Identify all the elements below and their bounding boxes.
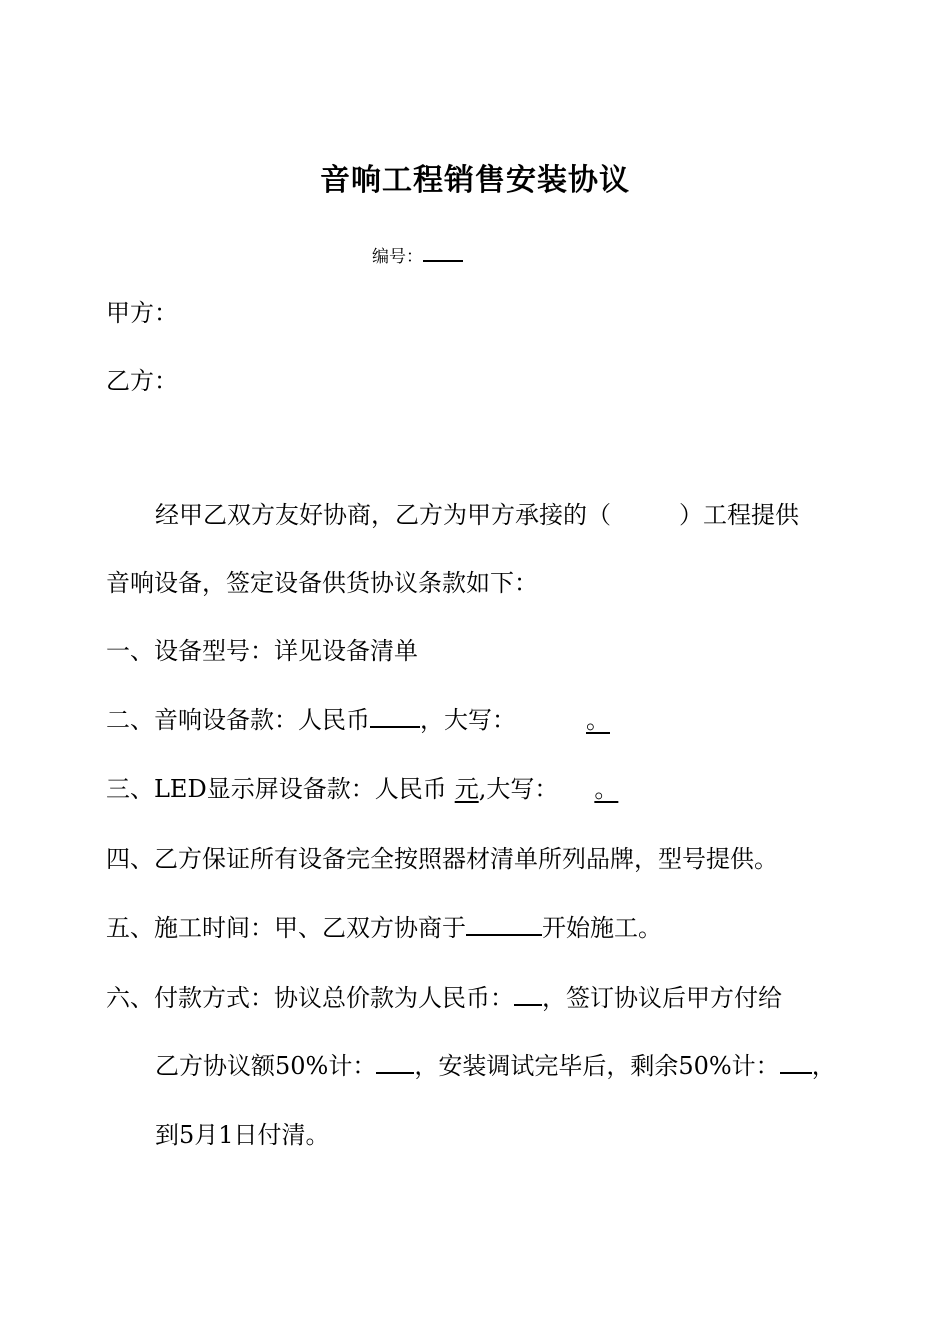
audio-capital-blank: 。 (586, 706, 610, 734)
led-amount-unit: 元 (454, 775, 479, 803)
start-date-blank (466, 912, 542, 936)
remaining-payment-label: ，安装调试完毕后，剩余50%计： (414, 1052, 780, 1080)
party-b-line: 乙方： (106, 367, 178, 395)
audio-amount-blank (370, 704, 420, 728)
clause-3-label: 三、LED显示屏设备款：人民币 (106, 775, 447, 803)
intro-paragraph-line1 (155, 500, 799, 530)
clause-6-line3: 到5月1日付清。 (155, 1121, 330, 1149)
intro-text-a: 经甲乙双方友好协商，乙方为甲方承接的（ (155, 501, 611, 529)
intro-text-b: ）工程提供 (679, 501, 799, 529)
contract-number (372, 242, 463, 272)
total-amount-blank (514, 982, 542, 1006)
contract-number-label: 编号： (372, 247, 423, 267)
clause-6-label: 六、付款方式：协议总价款为人民币： (106, 984, 514, 1012)
clause-6-line1-tail: ，签订协议后甲方付给 (542, 984, 782, 1012)
intro-paragraph-line2: 音响设备，签定设备供货协议条款如下： (106, 569, 538, 597)
clause-4: 四、乙方保证所有设备完全按照器材清单所列品牌，型号提供。 (106, 845, 778, 873)
party-a-line: 甲方： (106, 299, 178, 327)
contract-number-blank (423, 244, 463, 262)
clause-5 (106, 912, 662, 943)
led-amount-blank (447, 775, 479, 803)
first-payment-label: 乙方协议额50%计： (155, 1052, 377, 1080)
document-title: 音响工程销售安装协议 (320, 163, 630, 198)
clause-5-tail: 开始施工。 (542, 914, 662, 942)
clause-3-capital-label: ,大写： (478, 775, 559, 803)
first-payment-blank (376, 1050, 414, 1074)
clause-5-label: 五、施工时间：甲、乙双方协商于 (106, 914, 466, 942)
clause-3 (106, 774, 622, 804)
clause-6-line2: 乙方协议额50%计： ，安装调试完毕后，剩余50%计： ， (155, 1052, 836, 1080)
clause-6-line1 (106, 982, 782, 1013)
remaining-payment-blank (780, 1050, 812, 1074)
clause-1: 一、设备型号：详见设备清单 (106, 637, 418, 665)
clause-2-label: 二、音响设备款：人民币 (106, 706, 370, 734)
led-capital-blank: 。 (594, 775, 619, 803)
clause-2-capital-label: ，大写： (420, 706, 516, 734)
clause-2 (106, 704, 614, 735)
